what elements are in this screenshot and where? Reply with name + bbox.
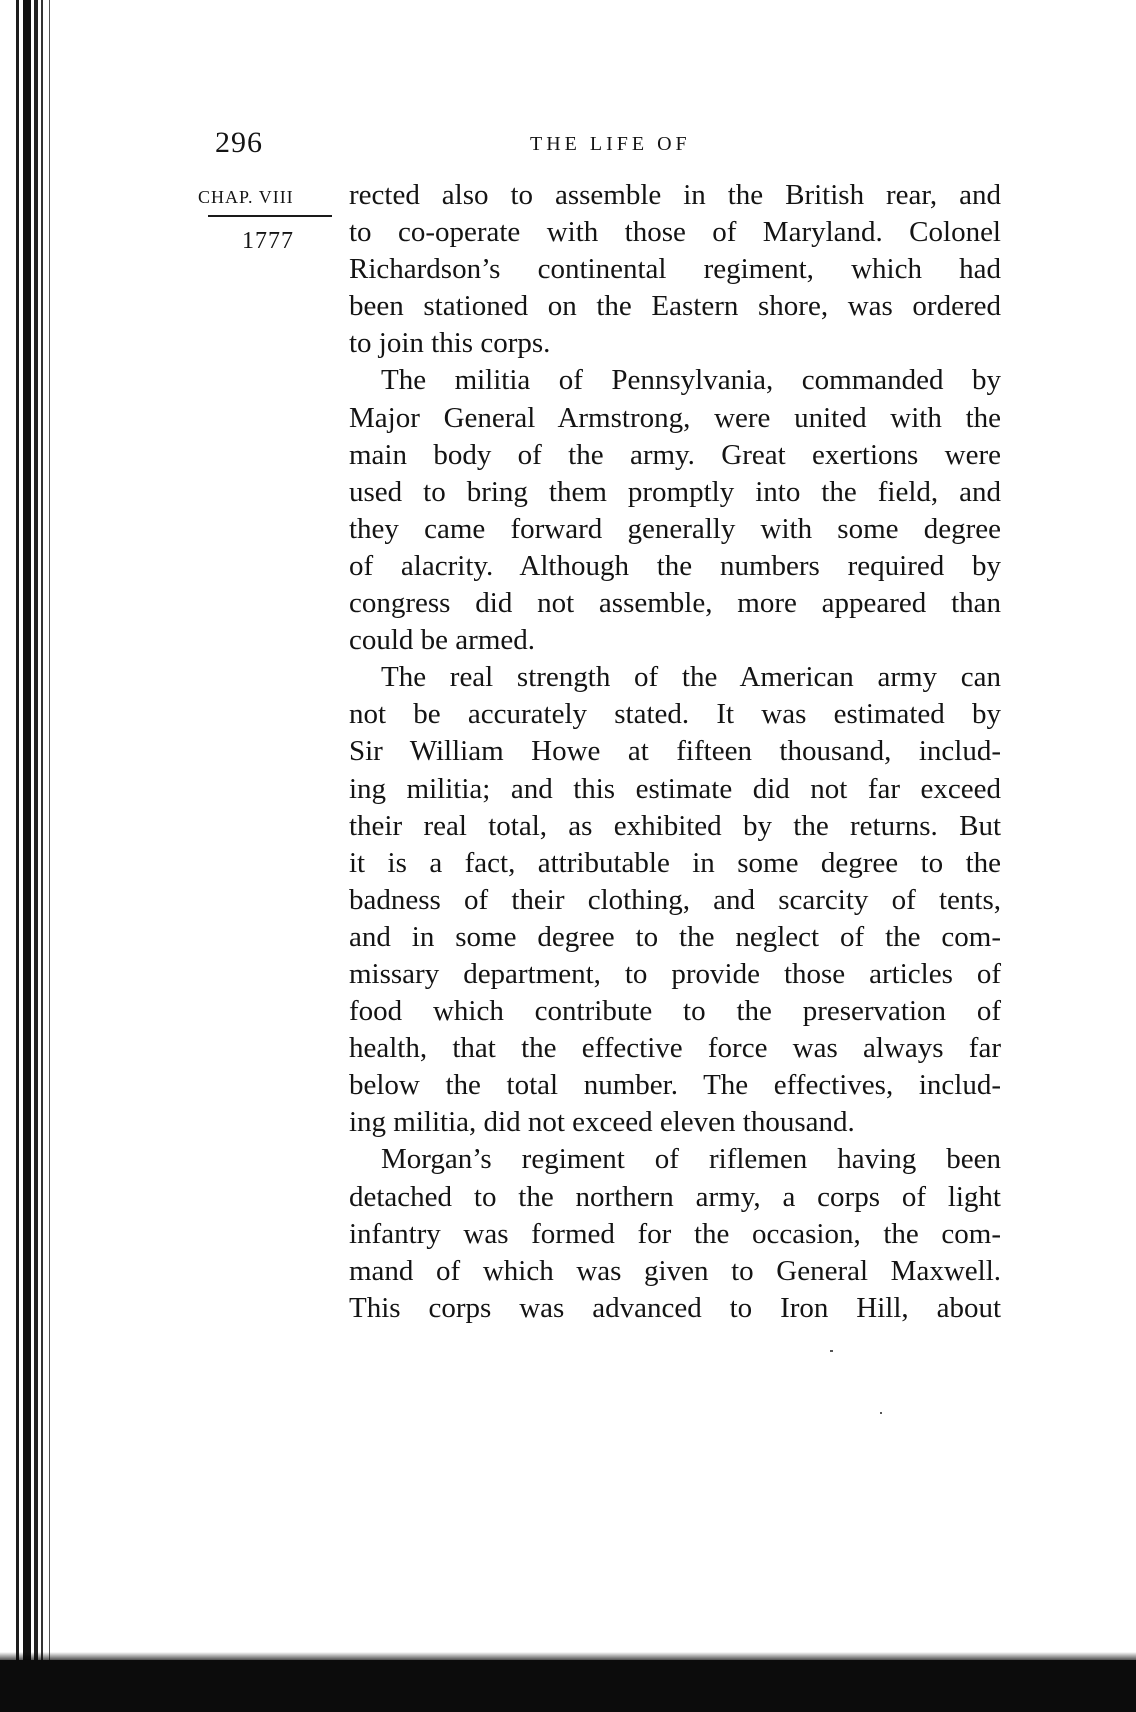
year-margin-label: 1777: [242, 228, 294, 254]
running-head: THE LIFE OF: [530, 133, 691, 155]
text-line: infantry was formed for the occasion, the com-: [349, 1217, 1001, 1250]
text-line: rected also to assemble in the British rear, and: [349, 179, 1001, 211]
scan-speck: [830, 1350, 833, 1352]
text-line: The militia of Pennsylvania, commanded by: [381, 364, 1001, 397]
text-line: The real strength of the American army can: [381, 661, 1001, 694]
text-line: Morgan’s regiment of riflemen having been: [381, 1143, 1001, 1176]
text-line: been stationed on the Eastern shore, was ordered: [349, 290, 1001, 323]
scan-bottom-edge: [0, 1660, 1136, 1712]
text-line: of alacrity. Although the numbers required by: [349, 549, 1001, 582]
text-line: badness of their clothing, and scarcity of tents,: [349, 883, 1001, 916]
paragraph: [349, 362, 1001, 659]
text-line: mand of which was given to General Maxwell.: [349, 1254, 1001, 1287]
text-line: it is a fact, attributable in some degree to the: [349, 846, 1001, 879]
paragraph: [349, 659, 1001, 1141]
text-line: and in some degree to the neglect of the com-: [349, 920, 1001, 953]
chapter-margin-label: CHAP. VIII: [198, 187, 294, 207]
text-line: could be armed.: [349, 624, 536, 657]
text-line: Sir William Howe at fifteen thousand, includ-: [349, 735, 1001, 768]
text-line: to co-operate with those of Maryland. Colonel: [349, 216, 1001, 249]
page-number: 296: [215, 126, 263, 159]
text-line: to join this corps.: [349, 327, 551, 360]
text-line: congress did not assemble, more appeared than: [349, 587, 1001, 620]
chapter-margin-rule: [208, 215, 332, 217]
text-line: ing militia; and this estimate did not far exceed: [349, 772, 1001, 805]
scan-speck: [880, 1412, 882, 1414]
book-binding-edge: [0, 0, 60, 1712]
text-line: health, that the effective force was always far: [349, 1032, 1001, 1065]
paragraph: [349, 1141, 1001, 1326]
text-line: main body of the army. Great exertions were: [349, 438, 1001, 471]
text-line: Major General Armstrong, were united with the: [349, 401, 1001, 434]
text-line: This corps was advanced to Iron Hill, about: [349, 1291, 1001, 1324]
text-line: food which contribute to the preservation of: [349, 995, 1001, 1028]
text-line: ing militia, did not exceed eleven thousand.: [349, 1106, 855, 1139]
text-line: used to bring them promptly into the field, and: [349, 475, 1001, 508]
text-line: below the total number. The effectives, includ-: [349, 1069, 1001, 1102]
body-text: [349, 177, 1001, 1327]
text-line: their real total, as exhibited by the returns. But: [349, 809, 1001, 842]
text-line: they came forward generally with some degree: [349, 512, 1001, 545]
text-line: not be accurately stated. It was estimated by: [349, 698, 1001, 731]
paragraph: [349, 177, 1001, 362]
text-line: detached to the northern army, a corps of light: [349, 1180, 1001, 1213]
text-line: Richardson’s continental regiment, which had: [349, 253, 1001, 286]
text-line: missary department, to provide those articles of: [349, 957, 1001, 990]
